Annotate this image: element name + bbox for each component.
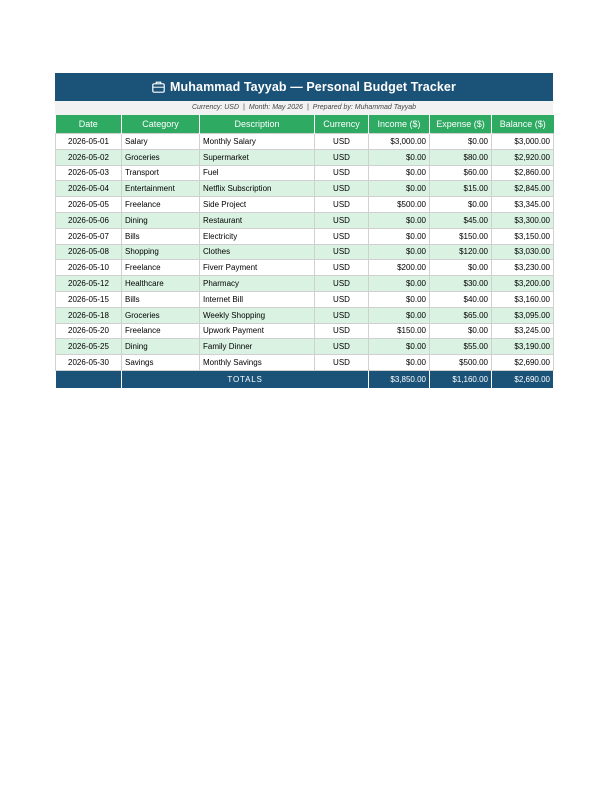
- cell-balance: $2,690.00: [492, 355, 554, 371]
- cell-category: Dining: [122, 339, 200, 355]
- meta-separator: |: [306, 104, 309, 111]
- cell-category: Savings: [122, 355, 200, 371]
- cell-income: $0.00: [369, 181, 430, 197]
- cell-description: Monthly Savings: [200, 355, 315, 371]
- cell-balance: $2,860.00: [492, 165, 554, 181]
- table-body: [56, 134, 554, 371]
- page-title: Muhammad Tayyab — Personal Budget Tracker: [170, 80, 456, 94]
- cell-expense: $0.00: [430, 260, 492, 276]
- cell-date: 2026-05-04: [56, 181, 122, 197]
- cell-expense: $500.00: [430, 355, 492, 371]
- table-row: [56, 291, 554, 307]
- cell-expense: $45.00: [430, 212, 492, 228]
- cell-income: $3,000.00: [369, 134, 430, 150]
- cell-description: Electricity: [200, 228, 315, 244]
- total-balance: $2,690.00: [492, 370, 554, 388]
- cell-category: Entertainment: [122, 181, 200, 197]
- cell-category: Dining: [122, 212, 200, 228]
- table-row: [56, 149, 554, 165]
- column-header-balance: Balance ($): [492, 115, 554, 134]
- cell-description: Restaurant: [200, 212, 315, 228]
- cell-description: Pharmacy: [200, 276, 315, 292]
- total-income: $3,850.00: [369, 370, 430, 388]
- cell-currency: USD: [315, 197, 369, 213]
- cell-description: Clothes: [200, 244, 315, 260]
- cell-balance: $3,190.00: [492, 339, 554, 355]
- cell-date: 2026-05-03: [56, 165, 122, 181]
- cell-description: Monthly Salary: [200, 134, 315, 150]
- cell-category: Groceries: [122, 307, 200, 323]
- meta-currency: Currency: USD: [191, 104, 240, 111]
- table-header-row: [56, 115, 554, 134]
- cell-currency: USD: [315, 291, 369, 307]
- cell-currency: USD: [315, 181, 369, 197]
- cell-expense: $0.00: [430, 197, 492, 213]
- cell-expense: $15.00: [430, 181, 492, 197]
- cell-income: $0.00: [369, 165, 430, 181]
- cell-category: Bills: [122, 228, 200, 244]
- cell-currency: USD: [315, 212, 369, 228]
- cell-balance: $3,030.00: [492, 244, 554, 260]
- table-row: [56, 197, 554, 213]
- cell-date: 2026-05-25: [56, 339, 122, 355]
- cell-expense: $120.00: [430, 244, 492, 260]
- cell-date: 2026-05-08: [56, 244, 122, 260]
- cell-currency: USD: [315, 355, 369, 371]
- table-row: [56, 260, 554, 276]
- column-header-income: Income ($): [369, 115, 430, 134]
- cell-balance: $2,845.00: [492, 181, 554, 197]
- cell-currency: USD: [315, 165, 369, 181]
- cell-income: $0.00: [369, 149, 430, 165]
- table-row: [56, 165, 554, 181]
- cell-income: $0.00: [369, 307, 430, 323]
- cell-currency: USD: [315, 323, 369, 339]
- budget-sheet: [55, 73, 553, 388]
- cell-currency: USD: [315, 307, 369, 323]
- cell-balance: $3,345.00: [492, 197, 554, 213]
- totals-spacer: [56, 370, 122, 388]
- cell-expense: $30.00: [430, 276, 492, 292]
- cell-description: Side Project: [200, 197, 315, 213]
- cell-expense: $55.00: [430, 339, 492, 355]
- cell-description: Fuel: [200, 165, 315, 181]
- cell-date: 2026-05-10: [56, 260, 122, 276]
- cell-income: $0.00: [369, 291, 430, 307]
- cell-expense: $65.00: [430, 307, 492, 323]
- table-row: [56, 323, 554, 339]
- cell-balance: $2,920.00: [492, 149, 554, 165]
- cell-category: Groceries: [122, 149, 200, 165]
- cell-currency: USD: [315, 339, 369, 355]
- meta-line: [55, 101, 553, 115]
- column-header-category: Category: [122, 115, 200, 134]
- table-row: [56, 339, 554, 355]
- table-row: [56, 134, 554, 150]
- cell-category: Bills: [122, 291, 200, 307]
- cell-currency: USD: [315, 244, 369, 260]
- table-row: [56, 212, 554, 228]
- cell-date: 2026-05-05: [56, 197, 122, 213]
- cell-date: 2026-05-12: [56, 276, 122, 292]
- table-row: [56, 307, 554, 323]
- totals-row: [56, 370, 554, 388]
- cell-income: $0.00: [369, 339, 430, 355]
- cell-expense: $0.00: [430, 323, 492, 339]
- cell-income: $150.00: [369, 323, 430, 339]
- table-row: [56, 228, 554, 244]
- cell-expense: $150.00: [430, 228, 492, 244]
- cell-income: $500.00: [369, 197, 430, 213]
- cell-date: 2026-05-15: [56, 291, 122, 307]
- cell-balance: $3,200.00: [492, 276, 554, 292]
- column-header-expense: Expense ($): [430, 115, 492, 134]
- briefcase-icon: [152, 81, 165, 93]
- cell-category: Salary: [122, 134, 200, 150]
- cell-category: Healthcare: [122, 276, 200, 292]
- cell-category: Freelance: [122, 323, 200, 339]
- meta-separator: |: [243, 104, 245, 111]
- cell-date: 2026-05-02: [56, 149, 122, 165]
- cell-balance: $3,095.00: [492, 307, 554, 323]
- cell-category: Transport: [122, 165, 200, 181]
- table-row: [56, 244, 554, 260]
- cell-currency: USD: [315, 276, 369, 292]
- cell-expense: $80.00: [430, 149, 492, 165]
- title-bar: [55, 73, 553, 101]
- cell-description: Weekly Shopping: [200, 307, 315, 323]
- cell-date: 2026-05-20: [56, 323, 122, 339]
- cell-income: $0.00: [369, 244, 430, 260]
- cell-description: Internet Bill: [200, 291, 315, 307]
- column-header-currency: Currency: [315, 115, 369, 134]
- cell-description: Supermarket: [200, 149, 315, 165]
- cell-expense: $0.00: [430, 134, 492, 150]
- cell-currency: USD: [315, 260, 369, 276]
- cell-date: 2026-05-07: [56, 228, 122, 244]
- column-header-description: Description: [200, 115, 315, 134]
- column-header-date: Date: [56, 115, 122, 134]
- cell-description: Netflix Subscription: [200, 181, 315, 197]
- cell-date: 2026-05-01: [56, 134, 122, 150]
- cell-date: 2026-05-18: [56, 307, 122, 323]
- cell-description: Fiverr Payment: [200, 260, 315, 276]
- cell-income: $0.00: [369, 355, 430, 371]
- cell-income: $200.00: [369, 260, 430, 276]
- cell-income: $0.00: [369, 212, 430, 228]
- cell-date: 2026-05-30: [56, 355, 122, 371]
- meta-month: Month: May 2026: [248, 104, 303, 111]
- cell-date: 2026-05-06: [56, 212, 122, 228]
- cell-description: Family Dinner: [200, 339, 315, 355]
- cell-balance: $3,160.00: [492, 291, 554, 307]
- total-expense: $1,160.00: [430, 370, 492, 388]
- cell-category: Freelance: [122, 197, 200, 213]
- cell-category: Freelance: [122, 260, 200, 276]
- cell-balance: $3,230.00: [492, 260, 554, 276]
- cell-balance: $3,300.00: [492, 212, 554, 228]
- totals-label: TOTALS: [122, 370, 369, 388]
- cell-currency: USD: [315, 134, 369, 150]
- cell-balance: $3,000.00: [492, 134, 554, 150]
- cell-balance: $3,245.00: [492, 323, 554, 339]
- cell-income: $0.00: [369, 276, 430, 292]
- cell-balance: $3,150.00: [492, 228, 554, 244]
- cell-description: Upwork Payment: [200, 323, 315, 339]
- table-row: [56, 355, 554, 371]
- cell-expense: $40.00: [430, 291, 492, 307]
- cell-income: $0.00: [369, 228, 430, 244]
- table-row: [56, 276, 554, 292]
- table-row: [56, 181, 554, 197]
- cell-category: Shopping: [122, 244, 200, 260]
- cell-currency: USD: [315, 149, 369, 165]
- transactions-table: [55, 115, 554, 388]
- meta-prepared-by: Prepared by: Muhammad Tayyab: [312, 104, 417, 111]
- cell-expense: $60.00: [430, 165, 492, 181]
- cell-currency: USD: [315, 228, 369, 244]
